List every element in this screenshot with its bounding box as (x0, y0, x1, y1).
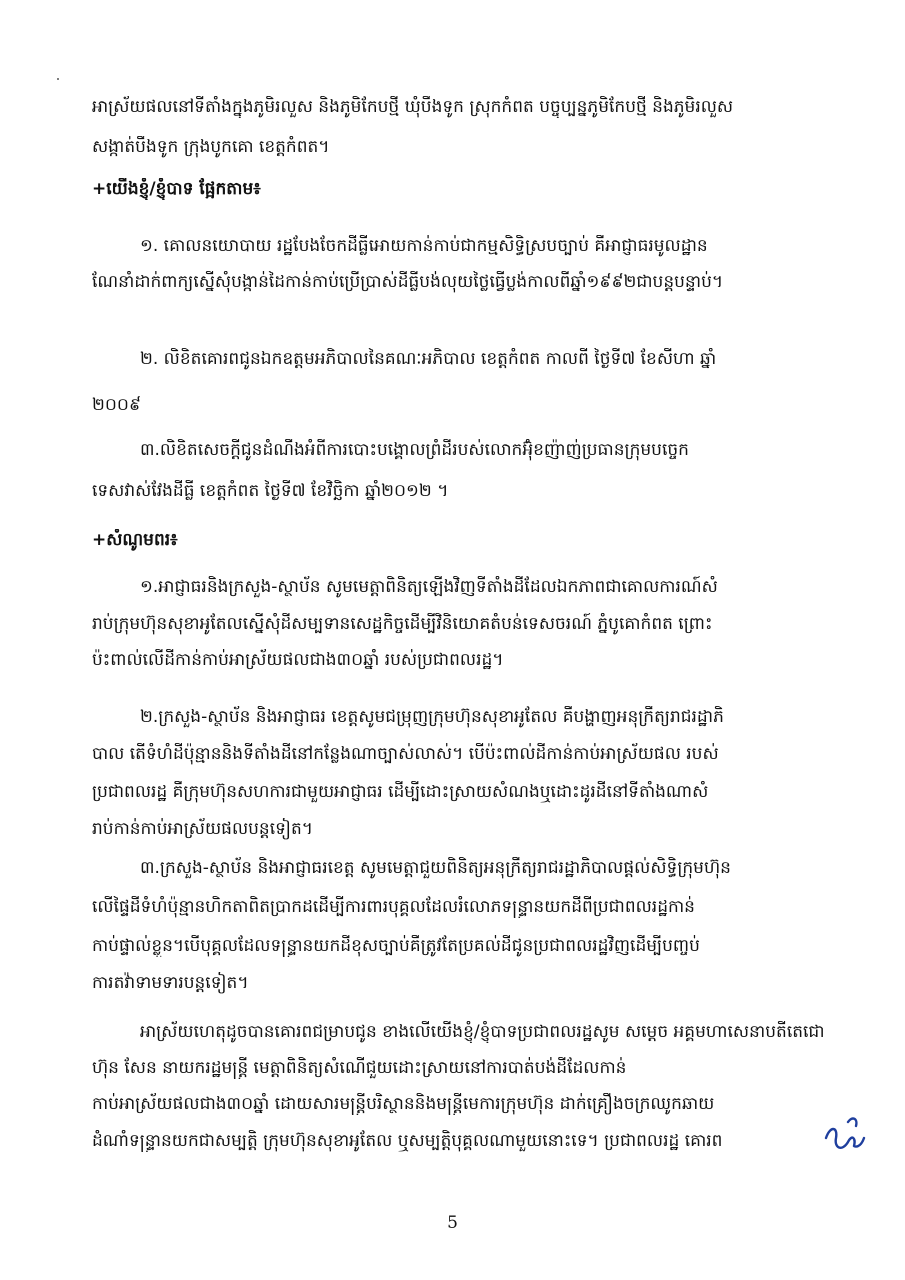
request-item-1-line: ប៉ះពាល់លើដីកាន់កាប់អាស្រ័យផលជាង៣០ឆ្នាំ របស់ប្រជាពលរដ្ឋ។ (92, 650, 504, 670)
closing-line: ដំណាំទន្ទ្រានយកជាសម្បត្តិ ក្រុមហ៊ុនសុខាអូតែល ឬសម្បត្តិបុគ្គលណាមួយនោះទេ។ ប្រជាពលរដ្ឋ គោរព (92, 1131, 723, 1151)
request-item-2-line: បាល តើទំហំដីប៉ុន្មាននិងទីតាំងដីនៅកន្លែងណាច្បាស់លាស់។ បើប៉ះពាល់ដីកាន់កាប់អាស្រ័យផល របស់ (92, 744, 719, 764)
intro-line: អាស្រ័យផលនៅទីតាំងក្នុងភូមិរលួស និងភូមិកែបថ្មី ឃុំបឹងទូក ស្រុកកំពត បច្ចុប្បន្នភូមិកែបថ្មី និងភូមិរលួស (92, 97, 734, 117)
request-item-3-line: កាប់ផ្ទាល់ខ្លួន។បើបុគ្គលដែលទន្ទ្រានយកដីខុសច្បាប់គឺត្រូវតែប្រគល់ដីជូនប្រជាពលរដ្ឋវិញដើម្បីបញ្ចប់ (92, 936, 700, 956)
request-item-3-line: ការតវ៉ាទាមទារបន្តទៀត។ (92, 973, 249, 993)
basis-item-2-line: ២០០៩ (92, 395, 141, 415)
basis-heading: +យើងខ្ញុំ/ខ្ញុំបាទ ផ្អែកតាម៖ (92, 179, 261, 199)
request-item-2-line: រាប់កាន់កាប់អាស្រ័យផលបន្តទៀត។ (92, 819, 313, 839)
closing-line: អាស្រ័យហេតុដូចបានគោរពជម្រាបជូន ខាងលើយើងខ្ញុំ/ខ្ញុំបាទប្រជាពលរដ្ឋសូម សម្តេច អគ្គមហាសេនាបតីតេជោ (140, 1022, 825, 1042)
closing-line: កាប់អាស្រ័យផលជាង៣០ឆ្នាំ ដោយសារមន្ត្រីបរិស្ថាននិងមន្ត្រីមេការក្រុមហ៊ុន ដាក់គ្រឿងចក្រឈូកឆាយ (92, 1094, 715, 1114)
intro-line: សង្កាត់បឹងទូក ក្រុងបូកគោ ខេត្តកំពត។ (92, 137, 330, 157)
request-item-2-line: ប្រជាពលរដ្ឋ គឺក្រុមហ៊ុនសហការជាមួយអាជ្ញាធរ ដើម្បីដោះស្រាយសំណងឬដោះដូរដីនៅទីតាំងណាសំ (92, 782, 709, 802)
page-number: 5 (447, 1213, 458, 1233)
request-item-1-line: ១.អាជ្ញាធរនិងក្រសួង-ស្ថាប័ន សូមមេត្តាពិនិត្យឡើងវិញទីតាំងដីដែលឯកភាពជាគោលការណ៍សំ (140, 577, 718, 597)
basis-item-1-line: ១. គោលនយោបាយ រដ្ឋបែងចែកដីធ្លីអោយកាន់កាប់ជាកម្មសិទ្ធិស្របច្បាប់ គឺអាជ្ញាធរមូលដ្ឋាន (140, 236, 708, 256)
basis-item-3-line: ទេសវាស់វែងដីធ្លី ខេត្តកំពត ថ្ងៃទី៧ ខែវិច្ឆិកា ឆ្នាំ២០១២ ។ (92, 481, 449, 501)
basis-item-1-line: ណែនាំដាក់ពាក្យស្នើសុំបង្កាន់ដៃកាន់កាប់ប្រើប្រាស់ដីធ្លីបង់លុយថ្លៃធ្វើប្លង់កាលពីឆ្នាំ១៩៩២ជាបន្តបន្ទាប់។ (92, 272, 724, 292)
closing-line: ហ៊ុន សែន នាយករដ្ឋមន្ត្រី មេត្តាពិនិត្យសំណើជួយដោះស្រាយនៅការបាត់បង់ដីដែលកាន់ (92, 1058, 627, 1078)
request-item-1-line: រាប់ក្រុមហ៊ុនសុខាអូតែលស្នើសុំដីសម្បទានសេដ្ឋកិច្ចដើម្បីវិនិយោគតំបន់ទេសចរណ៍ ភ្នំបូគោកំពត ព្រោះ (92, 614, 713, 634)
request-item-3-line: ៣.ក្រសួង-ស្ថាប័ន និងអាជ្ញាធរខេត្ត សូមមេត្តាជួយពិនិត្យអនុក្រឹត្យរាជរដ្ឋាភិបាលផ្តល់សិទ្ធិក្រុមហ៊ុន (140, 858, 731, 878)
request-heading: +សំណូមពរ៖ (92, 530, 178, 550)
basis-item-2-line: ២. លិខិតគោរពជូនឯកឧត្តមអភិបាលនៃគណៈអភិបាល ខេត្តកំពត កាលពី ថ្ងៃទី៧ ខែសីហា ឆ្នាំ (140, 349, 717, 369)
handwritten-initials-mark (818, 1108, 870, 1158)
scan-speck (57, 78, 59, 80)
request-item-3-line: លើផ្ទៃដីទំហំប៉ុន្មានហិកតាពិតប្រាកដដើម្បីការពារបុគ្គលដែលរំលោភទន្ទ្រានយកដីពីប្រជាពលរដ្ឋកាន់ (92, 897, 695, 917)
request-item-2-line: ២.ក្រសួង-ស្ថាប័ន និងអាជ្ញាធរ ខេត្តសូមជម្រុញក្រុមហ៊ុនសុខាអូតែល គឺបង្ហាញអនុក្រឹត្យរាជរដ្ឋាភិ (140, 707, 724, 727)
basis-item-3-line: ៣.លិខិតសេចក្តីជូនដំណឹងអំពីការបោះបង្គោលព្រំដីរបស់លោកអ៊ុំខញ៉ាញ់ប្រធានក្រុមបច្ចេក (140, 440, 689, 460)
